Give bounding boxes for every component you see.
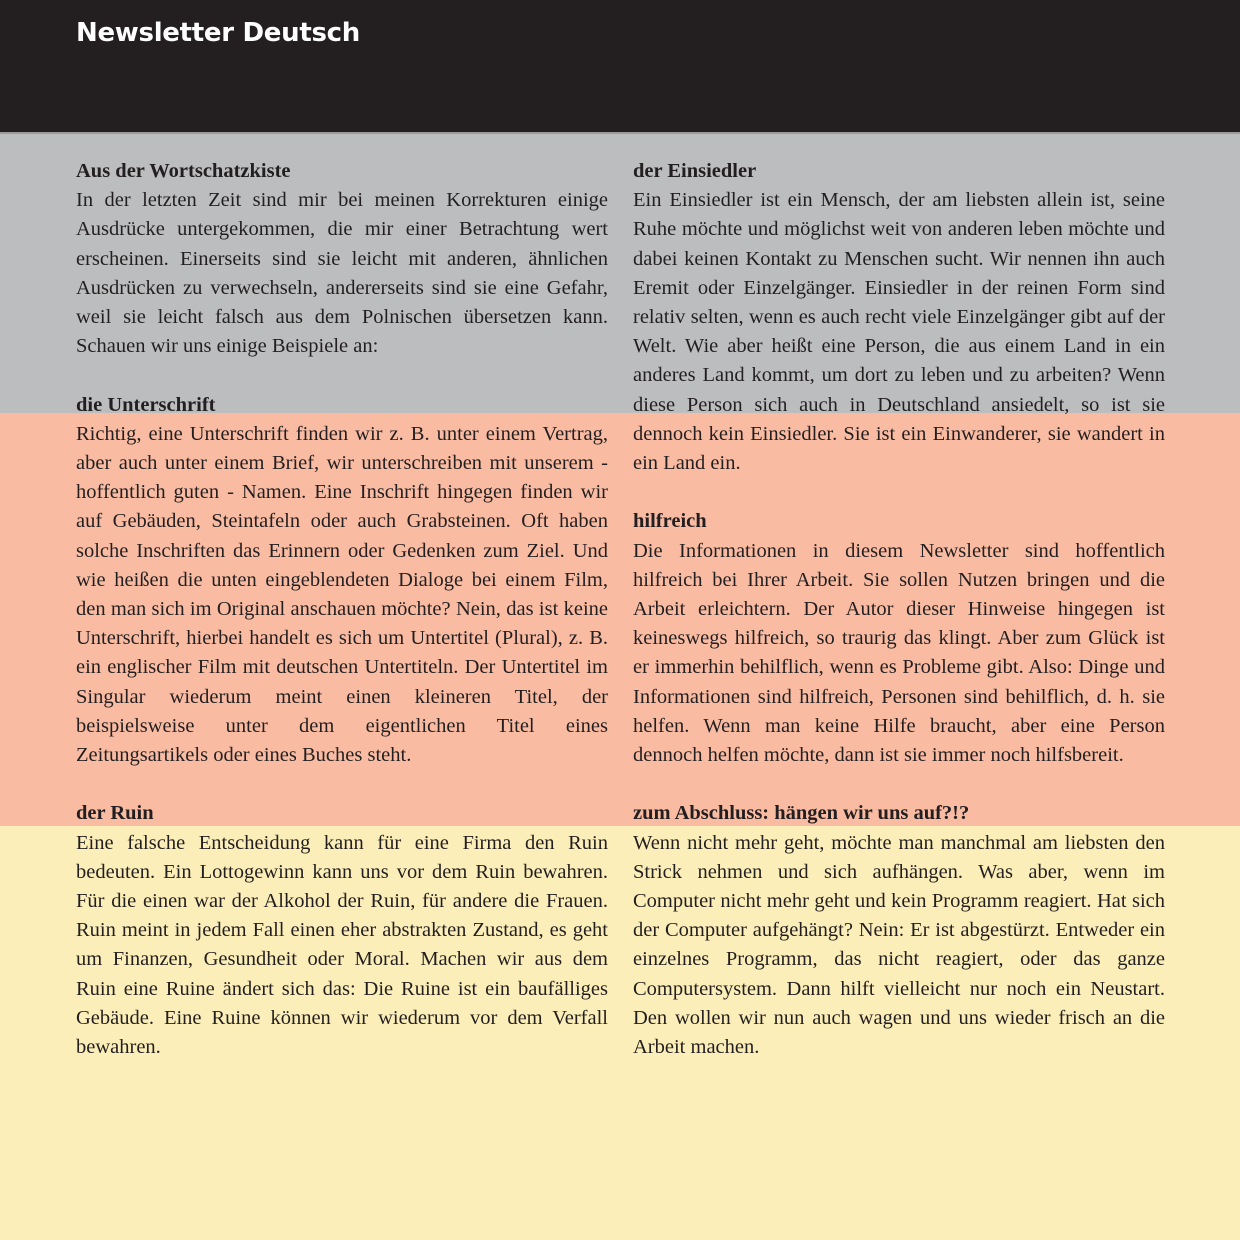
section-wortschatzkiste xyxy=(76,157,608,361)
section-unterschrift xyxy=(76,391,608,771)
section-text: Eine falsche Entscheidung kann für eine Firma den Ruin bedeuten. Ein Lottogewinn kann uns vor dem Ruin bewahren. Für die einen war der Alkohol der Ruin, für andere die Frauen. Ruin meint in jedem Fall einen eher abstrakten Zustand, es geht um Finanzen, Gesundheit oder Moral. Machen wir aus dem Ruin eine Ruine ändert sich das: Die Ruine ist ein baufälliges Gebäude. Eine Ruine können wir wiederum vor dem Verfall bewahren. xyxy=(76,831,608,1059)
right-column xyxy=(633,157,1165,1062)
section-text: Ein Einsiedler ist ein Mensch, der am liebsten allein ist, seine Ruhe möchte und möglichst weit von anderen leben möchte und dabei keinen Kontakt zu Menschen sucht. Wir nennen ihn auch Eremit oder Einzelgänger. Einsiedler in der reinen Form sind relativ selten, wenn es auch recht viele Einzelgänger gibt auf der Welt. Wie aber heißt eine Person, die aus einem Land in ein anderes Land kommt, um dort zu leben und zu arbeiten? Wenn diese Person sich auch in Deutschland ansiedelt, so ist sie dennoch kein Einsiedler. Sie ist ein Einwanderer, sie wandert in ein Land ein. xyxy=(633,189,1165,475)
section-ruin xyxy=(76,799,608,1062)
paragraph-gap xyxy=(633,770,1165,799)
section-heading: hilfreich xyxy=(633,510,707,533)
paragraph-gap xyxy=(76,770,608,799)
section-heading: zum Abschluss: hängen wir uns auf?!? xyxy=(633,802,970,825)
section-abschluss xyxy=(633,799,1165,1062)
section-heading: der Einsiedler xyxy=(633,160,757,182)
section-text: Wenn nicht mehr geht, möchte man manchmal am liebsten den Strick nehmen und sich aufhängen. Was aber, wenn im Computer nicht mehr geht und kein Programm reagiert. Hat sich der Computer aufgehängt? Nein: Er ist abgestürzt. Entweder ein einzelnes Programm, das nicht reagiert, oder das ganze Computersystem. Dann hilft vielleicht nur noch ein Neustart. Den wollen wir nun auch wagen und uns wieder frisch an die Arbeit machen. xyxy=(633,831,1165,1059)
section-heading: die Unterschrift xyxy=(76,393,216,416)
section-text: Richtig, eine Unterschrift finden wir z. B. unter einem Vertrag, aber auch unter einem Brief, wir unterschreiben mit unserem - hoffentlich guten - Namen. Eine Inschrift hingegen finden wir auf Gebäuden, Steintafeln oder auch Grabsteinen. Oft haben solche Inschriften das Erinnern oder Gedenken zum Ziel. Und wie heißen die unten eingeblendeten Dialoge bei einem Film, den man sich im Original anschauen möchte? Nein, das ist keine Unterschrift, hierbei handelt es sich um Untertitel (Plural), z. B. ein englischer Film mit deutschen Untertiteln. Der Untertitel im Singular wiederum meint einen kleineren Titel, der beispielsweise unter dem eigentlichen Titel eines Zeitungsartikels oder eines Buches steht. xyxy=(76,422,608,767)
paragraph-gap xyxy=(633,478,1165,507)
section-heading: der Ruin xyxy=(76,802,154,825)
header-band xyxy=(0,0,1240,134)
section-text: In der letzten Zeit sind mir bei meinen Korrekturen einige Ausdrücke untergekommen, die mir einer Betrachtung wert erscheinen. Einerseits sind sie leicht mit anderen, ähnlichen Ausdrücken zu verwechseln, andererseits sind sie eine Gefahr, weil sie leicht falsch aus dem Polnischen übersetzen kann. Schauen wir uns einige Beispiele an: xyxy=(76,189,608,358)
left-column xyxy=(76,157,608,1062)
paragraph-gap xyxy=(76,361,608,390)
section-hilfreich xyxy=(633,507,1165,770)
section-einsiedler xyxy=(633,157,1165,478)
newsletter-title: Newsletter Deutsch xyxy=(76,18,360,48)
section-text: Die Informationen in diesem Newsletter sind hoffentlich hilfreich bei Ihrer Arbeit. Sie sollen Nutzen bringen und die Arbeit erleichtern. Der Autor dieser Hinweise hingegen ist keineswegs hilfreich, so traurig das klingt. Aber zum Glück ist er immerhin behilflich, wenn es Probleme gibt. Also: Dinge und Informationen sind hilfreich, Personen sind behilflich, d. h. sie helfen. Wenn man keine Hilfe braucht, aber eine Person dennoch helfen möchte, dann ist sie immer noch hilfsbereit. xyxy=(633,539,1165,767)
section-heading: Aus der Wortschatzkiste xyxy=(76,160,291,182)
